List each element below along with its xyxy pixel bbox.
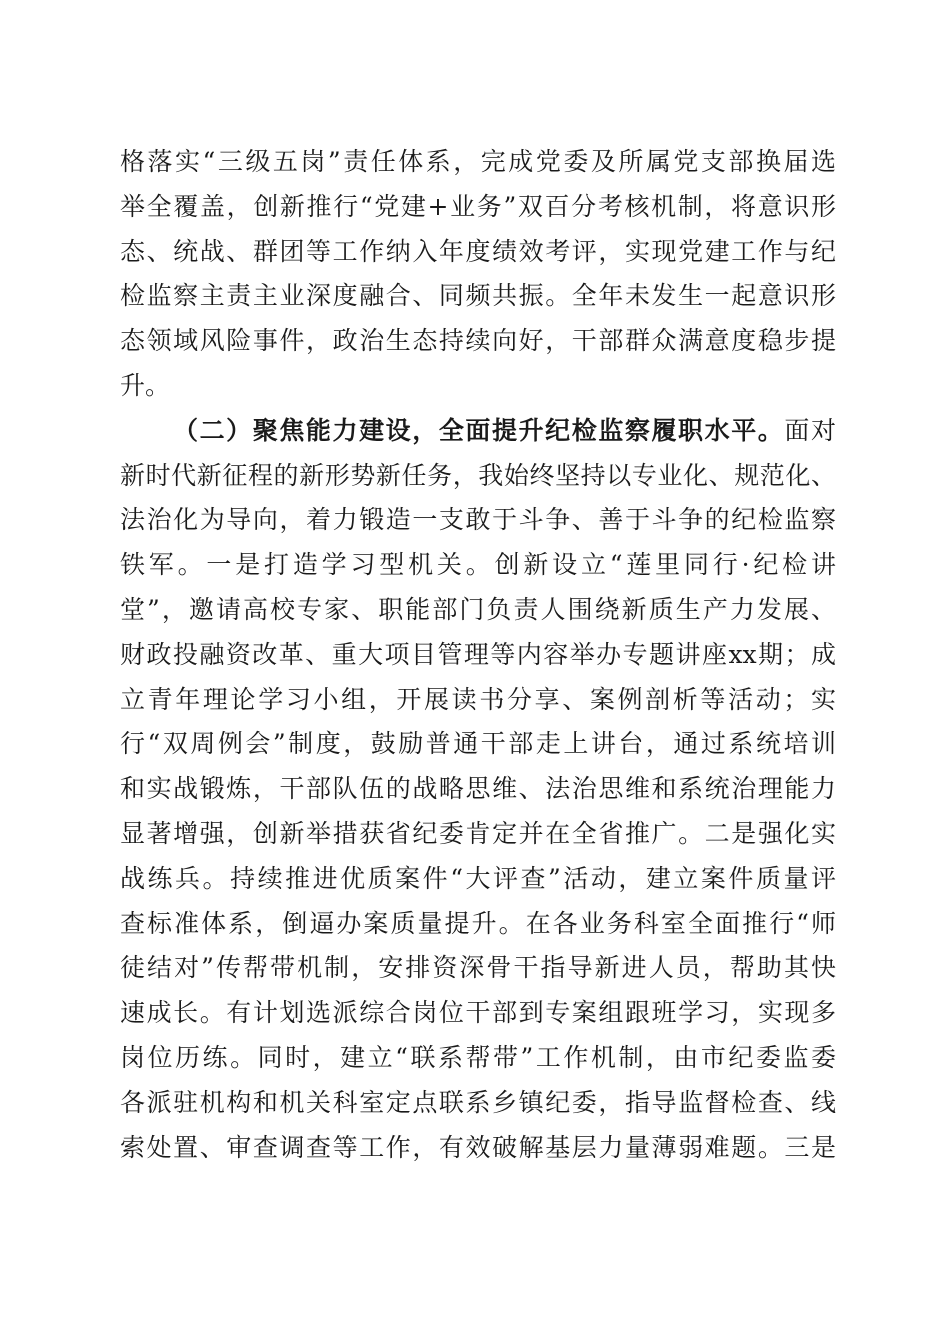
section-heading-line xyxy=(120,409,836,454)
text-line: 战练兵。持续推进优质案件“大评查”活动，建立案件质量评 xyxy=(120,863,836,893)
text-line: 徒结对”传帮带机制，安排资深骨干指导新进人员，帮助其快 xyxy=(120,953,836,983)
text-line: 法治化为导向，着力锻造一支敢于斗争、善于斗争的纪检监察 xyxy=(120,505,836,535)
text-line: 检监察主责主业深度融合、同频共振。全年未发生一起意识形 xyxy=(120,281,836,311)
text-line: 态、统战、群团等工作纳入年度绩效考评，实现党建工作与纪 xyxy=(120,236,836,266)
text-line: 各派驻机构和机关科室定点联系乡镇纪委，指导监督检查、线 xyxy=(120,1087,836,1117)
text-line: 升。 xyxy=(120,370,171,400)
text-line: 岗位历练。同时，建立“联系帮带”工作机制，由市纪委监委 xyxy=(120,1042,836,1072)
text-line: 铁军。一是打造学习型机关。创新设立“莲里同行·纪检讲 xyxy=(120,550,836,580)
text-line: 格落实“三级五岗”责任体系，完成党委及所属党支部换届选 xyxy=(120,147,836,176)
section-heading: （二）聚焦能力建设，全面提升纪检监察履职水平。 xyxy=(173,415,785,445)
document-body xyxy=(120,140,836,1170)
text-line: 和实战锻炼，干部队伍的战略思维、法治思维和系统治理能力 xyxy=(120,774,836,804)
text-line: 查标准体系，倒逼办案质量提升。在各业务科室全面推行“师 xyxy=(120,908,836,938)
text-line: 堂”，邀请高校专家、职能部门负责人围绕新质生产力发展、 xyxy=(120,594,836,624)
text-line: 索处置、审查调查等工作，有效破解基层力量薄弱难题。三是 xyxy=(120,1132,836,1162)
text-line: 行“双周例会”制度，鼓励普通干部走上讲台，通过系统培训 xyxy=(120,729,836,759)
heading-line-rest: 面对 xyxy=(784,415,836,445)
paragraph-capacity-building xyxy=(120,409,836,1171)
text-line: 态领域风险事件，政治生态持续向好，干部群众满意度稳步提 xyxy=(120,326,836,356)
text-line: 举全覆盖，创新推行“党建+业务”双百分考核机制，将意识形 xyxy=(120,191,836,221)
text-line: 立青年理论学习小组，开展读书分享、案例剖析等活动；实 xyxy=(120,684,836,714)
paragraph-party-building xyxy=(120,140,836,409)
text-line: 显著增强，创新举措获省纪委肯定并在全省推广。二是强化实 xyxy=(120,818,836,848)
text-line: 新时代新征程的新形势新任务，我始终坚持以专业化、规范化、 xyxy=(120,460,836,490)
text-line: 财政投融资改革、重大项目管理等内容举办专题讲座xx期；成 xyxy=(120,639,836,669)
text-line: 速成长。有计划选派综合岗位干部到专案组跟班学习，实现多 xyxy=(120,998,836,1028)
